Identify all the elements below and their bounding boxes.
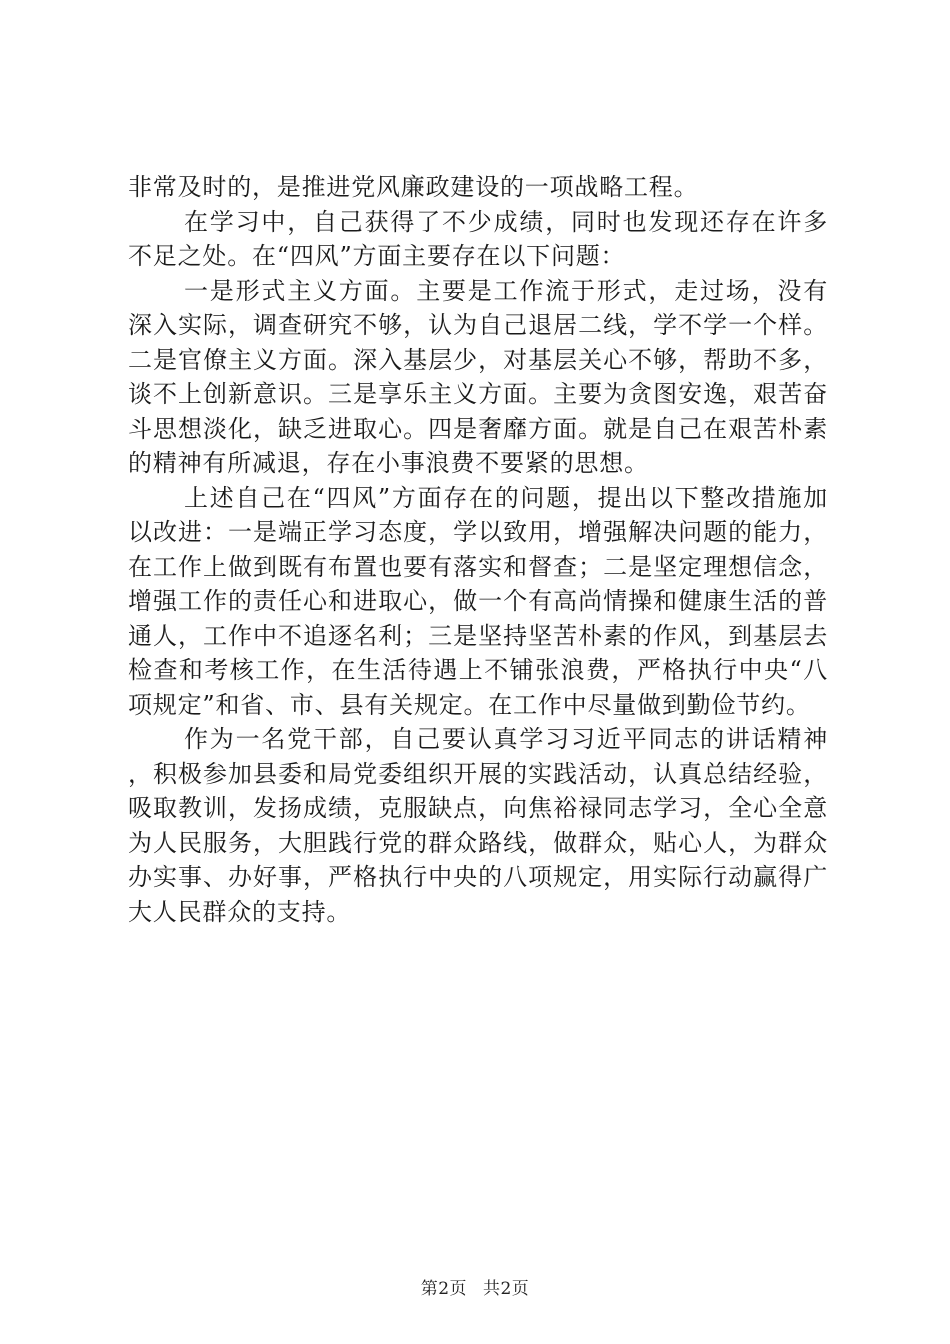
paragraph-5: 作为一名党干部，自己要认真学习习近平同志的讲话精神，积极参加县委和局党委组织开展的实践活动，认真总结经验，吸取教训，发扬成绩，克服缺点，向焦裕禄同志学习，全心全意为人民服务，大胆践行党的群众路线，做群众，贴心人，为群众办实事、办好事，严格执行中央的八项规定，用实际行动赢得广大人民群众的支持。	[128, 725, 828, 926]
paragraph-4: 上述自己在“四风”方面存在的问题，提出以下整改措施加以改进：一是端正学习态度，学以致用，增强解决问题的能力，在工作上做到既有布置也要有落实和督查；二是坚定理想信念，增强工作的责任心和进取心，做一个有高尚情操和健康生活的普通人，工作中不追逐名利；三是坚持坚苦朴素的作风，到基层去检查和考核工作，在生活待遇上不铺张浪费，严格执行中央“八项规定”和省、市、县有关规定。在工作中尽量做到勤俭节约。	[128, 483, 828, 719]
document-body	[128, 170, 828, 929]
paragraph-1: 非常及时的，是推进党风廉政建设的一项战略工程。	[128, 173, 699, 201]
paragraph-2: 在学习中，自己获得了不少成绩，同时也发现还存在许多不足之处。在“四风”方面主要存在以下问题：	[128, 207, 828, 270]
paragraph-3: 一是形式主义方面。主要是工作流于形式，走过场，没有深入实际，调查研究不够，认为自己退居二线，学不学一个样。二是官僚主义方面。深入基层少，对基层关心不够，帮助不多，谈不上创新意识。三是享乐主义方面。主要为贪图安逸，艰苦奋斗思想淡化，缺乏进取心。四是奢靡方面。就是自己在艰苦朴素的精神有所减退，存在小事浪费不要紧的思想。	[128, 276, 828, 477]
page-number-total: 共2页	[482, 1279, 530, 1299]
page-number-current: 第2页	[420, 1279, 468, 1299]
page-footer	[0, 1274, 950, 1299]
